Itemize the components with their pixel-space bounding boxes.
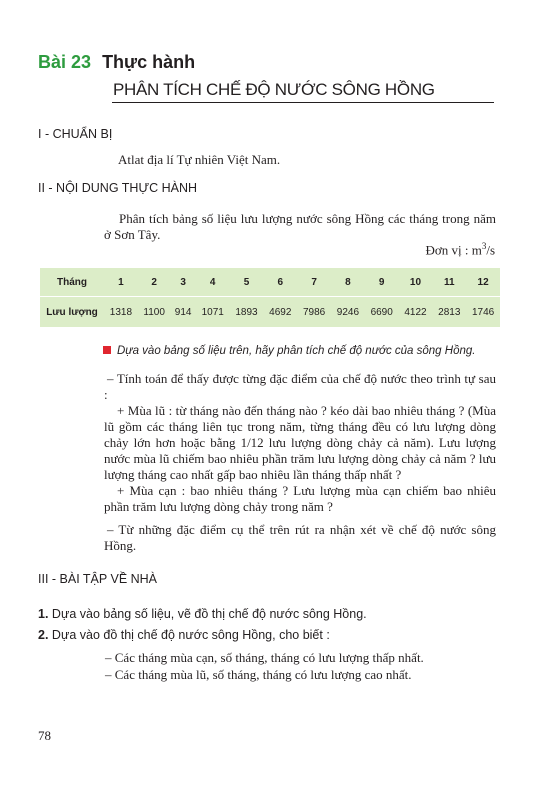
flow-cell: 4692 [269, 306, 292, 318]
month-cell: 5 [230, 268, 264, 297]
unit-power: 3 [481, 241, 487, 251]
flow-cell: 1318 [109, 306, 133, 318]
exercise-1 [38, 607, 367, 621]
guide-paragraph-4: – Từ những đặc điểm cụ thể trên rút ra nhận xét về chế độ nước sông Hồng. [104, 522, 496, 553]
month-cell: 9 [365, 268, 399, 297]
section-2-intro: Phân tích bảng số liệu lưu lượng nước sông Hồng các tháng trong năm ở Sơn Tây. [104, 211, 496, 242]
section-3-heading: III - BÀI TẬP VỀ NHÀ [38, 572, 158, 586]
lesson-number: Bài 23 [38, 52, 92, 72]
flow-cell: 1071 [201, 306, 224, 318]
flow-cell: 9246 [336, 306, 360, 318]
unit-suffix: /s [486, 242, 495, 258]
flow-cell: 6690 [370, 306, 393, 318]
row-label-flow: Lưu lượng [46, 306, 98, 318]
page-number: 78 [38, 728, 51, 743]
flow-cell: 1893 [235, 306, 258, 318]
month-cell: 12 [466, 268, 500, 297]
section-1-text: Atlat địa lí Tự nhiên Việt Nam. [118, 152, 281, 167]
exercise-2 [38, 628, 330, 642]
flow-cell: 1746 [471, 306, 495, 318]
flow-cell: 914 [174, 306, 192, 318]
lesson-title: PHÂN TÍCH CHẾ ĐỘ NƯỚC SÔNG HỒNG [113, 80, 435, 99]
row-label-month: Tháng [40, 268, 104, 297]
flow-cell: 4122 [404, 306, 427, 318]
guide-paragraph-1: – Tính toán để thấy được từng đặc điểm của chế độ nước theo trình tự sau : [104, 371, 496, 402]
table-row-flows [40, 297, 500, 328]
flow-cell: 2813 [438, 306, 461, 318]
flow-cell: 7986 [302, 306, 326, 318]
exercise-2-number: 2. [38, 628, 49, 642]
title-underline [112, 102, 494, 103]
month-cell: 11 [432, 268, 466, 297]
red-square-icon [103, 346, 111, 354]
table-row-months [40, 268, 500, 297]
exercise-1-text: Dựa vào bảng số liệu, vẽ đồ thị chế độ nước sông Hồng. [51, 607, 367, 621]
month-cell: 4 [196, 268, 230, 297]
task-note-text: Dựa vào bảng số liệu trên, hãy phân tích chế độ nước của sông Hồng. [117, 345, 476, 357]
unit-label [425, 241, 495, 258]
lesson-type: Thực hành [102, 52, 196, 72]
section-1-heading: I - CHUẨN BỊ [38, 127, 113, 141]
flow-cell: 1100 [143, 306, 165, 318]
month-cell: 6 [263, 268, 297, 297]
task-note [103, 345, 475, 357]
flow-table [40, 268, 500, 327]
exercise-2-text: Dựa vào đồ thị chế độ nước sông Hồng, cho biết : [51, 628, 330, 642]
guide-paragraph-3: + Mùa cạn : bao nhiêu tháng ? Lưu lượng mùa cạn chiếm bao nhiêu phần trăm lưu lượng dòng chảy trong năm ? [104, 483, 496, 514]
month-cell: 1 [104, 268, 138, 297]
month-cell: 3 [170, 268, 195, 297]
exercise-2-item-1: – Các tháng mùa cạn, số tháng, tháng có lưu lượng thấp nhất. [105, 650, 424, 665]
month-cell: 7 [297, 268, 331, 297]
lesson-heading [38, 52, 195, 73]
exercise-2-item-2: – Các tháng mùa lũ, số tháng, tháng có lưu lượng cao nhất. [105, 667, 412, 682]
unit-prefix: Đơn vị : m [425, 242, 482, 258]
section-2-heading: II - NỘI DUNG THỰC HÀNH [38, 181, 198, 195]
guide-paragraph-2: + Mùa lũ : từ tháng nào đến tháng nào ? kéo dài bao nhiêu tháng ? (Mùa lũ gồm các tháng liên tục trong năm, từng tháng đều có lưu lượng dòng chảy lớn hơn hoặc bằng 1/12 lưu lượng dòng chảy cả năm). Lưu lượng nước mùa lũ chiếm bao nhiêu phần trăm lưu lượng dòng chảy cả năm ? lưu lượng tháng cao nhất gấp bao nhiêu lần tháng thấp nhất ? [104, 403, 496, 482]
month-cell: 2 [138, 268, 171, 297]
month-cell: 8 [331, 268, 365, 297]
exercise-1-number: 1. [38, 607, 49, 621]
month-cell: 10 [399, 268, 433, 297]
